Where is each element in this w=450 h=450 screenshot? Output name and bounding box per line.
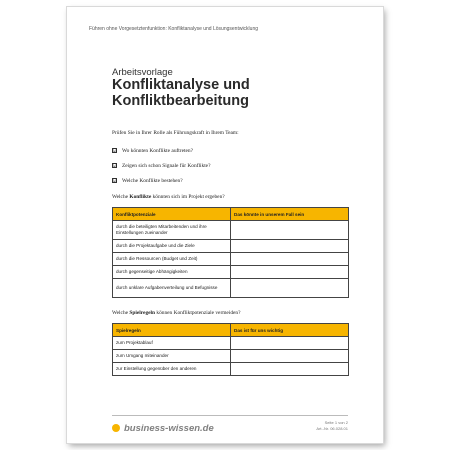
checkbox-icon: ☑ — [113, 148, 118, 154]
checkbox-icon: ☑ — [113, 178, 118, 184]
table-cell-entry — [231, 350, 349, 363]
checklist-item — [112, 178, 183, 184]
table-row — [113, 266, 349, 279]
table-cell: zum Projektablauf — [113, 337, 231, 350]
business-wissen-logo — [112, 423, 214, 434]
table-cell-entry — [231, 279, 349, 298]
logo-text: business-wissen.de — [124, 423, 214, 434]
rules-table — [112, 323, 349, 376]
table-row — [113, 363, 349, 376]
table-cell: durch die beteiligten Mitarbeitenden und ihre Einstellungen zueinander — [113, 221, 231, 240]
footer-divider — [112, 415, 348, 416]
document-pretitle: Arbeitsvorlage — [112, 67, 173, 78]
table-cell-entry — [231, 337, 349, 350]
table-cell-entry — [231, 253, 349, 266]
question-text: können Konfliktpotenziale vermeiden? — [155, 310, 241, 316]
table-cell: durch gegenseitige Abhängigkeiten — [113, 266, 231, 279]
document-page — [67, 7, 383, 443]
table-cell: zum Umgang miteinander — [113, 350, 231, 363]
table-cell: durch unklare Aufgabenverteilung und Befugnisse — [113, 279, 231, 298]
table-row — [113, 253, 349, 266]
intro-text: Prüfen Sie in Ihrer Rolle als Führungskraft in Ihrem Team: — [112, 130, 239, 136]
table-cell-entry — [231, 240, 349, 253]
title-line-2: Konfliktbearbeitung — [112, 93, 249, 109]
table-row — [113, 350, 349, 363]
table-header-row — [113, 208, 349, 221]
question-text: könnten sich im Projekt ergeben? — [151, 194, 225, 200]
question-text: Welche — [112, 310, 130, 316]
question-keyword: Konflikte — [129, 194, 152, 200]
column-header: Konfliktpotenziale — [113, 208, 231, 221]
question-text: Welche — [112, 194, 130, 200]
table-row — [113, 221, 349, 240]
footer-meta — [316, 420, 348, 432]
question-rules — [112, 310, 241, 316]
table-row — [113, 337, 349, 350]
table-cell: durch die Ressourcen (Budget und Zeit) — [113, 253, 231, 266]
table-row — [113, 240, 349, 253]
column-header: Das ist für uns wichtig — [231, 324, 349, 337]
checklist-text: Welche Konflikte bestehen? — [122, 178, 183, 184]
article-number: Art.-Nr. 06.028.01 — [316, 426, 348, 431]
table-cell-entry — [231, 221, 349, 240]
checklist-text: Wo könnten Konflikte auftreten? — [122, 148, 193, 154]
checklist-item — [112, 148, 193, 154]
running-header: Führen ohne Vorgesetztenfunktion: Konfliktanalyse und Lösungsentwicklung — [89, 26, 259, 32]
column-header: Das könnte in unserem Fall sein — [231, 208, 349, 221]
question-keyword: Spielregeln — [129, 310, 156, 316]
page-number: Seite 1 von 2 — [324, 420, 348, 425]
title-line-1: Konfliktanalyse und — [112, 77, 250, 93]
conflict-potential-table — [112, 207, 349, 298]
table-cell: zur Einstellung gegenüber den anderen — [113, 363, 231, 376]
column-header: Spielregeln — [113, 324, 231, 337]
table-cell: durch die Projektaufgabe und die Ziele — [113, 240, 231, 253]
question-conflicts — [112, 194, 225, 200]
table-header-row — [113, 324, 349, 337]
logo-dot-icon — [112, 424, 120, 432]
checkbox-icon: ☑ — [113, 163, 118, 169]
document-title — [112, 77, 250, 109]
checklist-item — [112, 163, 210, 169]
checklist-text: Zeigen sich schon Signale für Konflikte? — [122, 163, 211, 169]
table-cell-entry — [231, 363, 349, 376]
table-cell-entry — [231, 266, 349, 279]
table-row — [113, 279, 349, 298]
